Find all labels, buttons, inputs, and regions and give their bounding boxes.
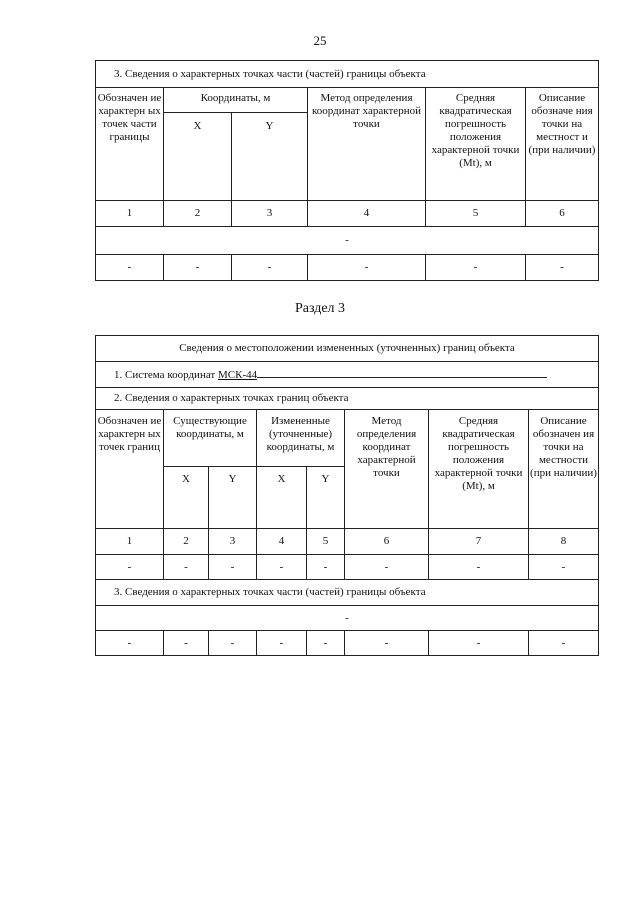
column-number: 1 bbox=[96, 529, 164, 555]
column-number: 6 bbox=[345, 529, 429, 555]
column-number: 6 bbox=[526, 201, 599, 227]
fill-line bbox=[257, 367, 547, 378]
dash-cell: - bbox=[96, 555, 164, 580]
dash-cell: - bbox=[209, 631, 257, 656]
table-title: Сведения о местоположении измененных (уточненных) границ объекта bbox=[96, 336, 599, 362]
dash-cell: - bbox=[96, 255, 164, 281]
changed-boundaries-table bbox=[95, 335, 599, 656]
part-points-table bbox=[95, 60, 599, 281]
dash-cell: - bbox=[232, 255, 308, 281]
dash-cell: - bbox=[526, 255, 599, 281]
header-designation: Обозначен ие характерн ых точек части границы bbox=[96, 88, 164, 201]
header-existing: Существующие координаты, м bbox=[164, 410, 257, 467]
dash-cell: - bbox=[529, 631, 599, 656]
column-number: 4 bbox=[308, 201, 426, 227]
header-coordinates: Координаты, м bbox=[164, 88, 308, 113]
header-description: Описание обозначе ния точки на местност и (при наличии) bbox=[526, 88, 599, 201]
header-x: X bbox=[164, 113, 232, 201]
points-title: 2. Сведения о характерных точках границ объекта bbox=[96, 388, 599, 410]
column-number: 8 bbox=[529, 529, 599, 555]
dash-cell: - bbox=[429, 631, 529, 656]
column-number: 5 bbox=[426, 201, 526, 227]
header-method: Метод определения координат характерной точки bbox=[308, 88, 426, 201]
header-description: Описание обозначен ия точки на местности (при наличии) bbox=[529, 410, 599, 529]
column-number: 2 bbox=[164, 201, 232, 227]
dash-cell: - bbox=[164, 631, 209, 656]
header-y: Y bbox=[307, 467, 345, 529]
column-number: 1 bbox=[96, 201, 164, 227]
dash-cell: - bbox=[426, 255, 526, 281]
part-points-title: 3. Сведения о характерных точках части (частей) границы объекта bbox=[96, 580, 599, 606]
header-x: X bbox=[257, 467, 307, 529]
column-number: 3 bbox=[209, 529, 257, 555]
header-accuracy: Средняя квадратическая погрешность положения характерной точки (Mt), м bbox=[429, 410, 529, 529]
column-number: 7 bbox=[429, 529, 529, 555]
dash-cell: - bbox=[308, 255, 426, 281]
dash-cell: - bbox=[345, 631, 429, 656]
section-heading: Раздел 3 bbox=[294, 301, 346, 316]
header-y: Y bbox=[209, 467, 257, 529]
dash-cell: - bbox=[164, 255, 232, 281]
header-accuracy: Средняя квадратическая погрешность положения характерной точки (Mt), м bbox=[426, 88, 526, 201]
header-changed: Измененные (уточненные) координаты, м bbox=[257, 410, 345, 467]
header-y: Y bbox=[232, 113, 308, 201]
dash-cell: - bbox=[307, 631, 345, 656]
coord-system-value: МСК-44 bbox=[217, 369, 258, 381]
dash-cell: - bbox=[209, 555, 257, 580]
dash-cell: - bbox=[96, 631, 164, 656]
dash-cell: - bbox=[429, 555, 529, 580]
dash-cell: - bbox=[257, 631, 307, 656]
header-x: X bbox=[164, 467, 209, 529]
column-number: 5 bbox=[307, 529, 345, 555]
dash-cell: - bbox=[164, 555, 209, 580]
dash-cell: - bbox=[307, 555, 345, 580]
blank-row: - bbox=[96, 606, 599, 631]
dash-cell: - bbox=[257, 555, 307, 580]
column-number: 3 bbox=[232, 201, 308, 227]
page-number: 25 bbox=[313, 33, 327, 48]
header-method: Метод определения координат характерной точки bbox=[345, 410, 429, 529]
column-number: 2 bbox=[164, 529, 209, 555]
dash-cell: - bbox=[345, 555, 429, 580]
coord-system-label: 1. Система координат bbox=[114, 369, 216, 381]
blank-row: - bbox=[96, 227, 599, 255]
header-designation: Обозначен ие характерн ых точек границ bbox=[96, 410, 164, 529]
column-number: 4 bbox=[257, 529, 307, 555]
coord-system-row bbox=[96, 362, 599, 388]
section-title: 3. Сведения о характерных точках части (частей) границы объекта bbox=[96, 61, 599, 88]
dash-cell: - bbox=[529, 555, 599, 580]
